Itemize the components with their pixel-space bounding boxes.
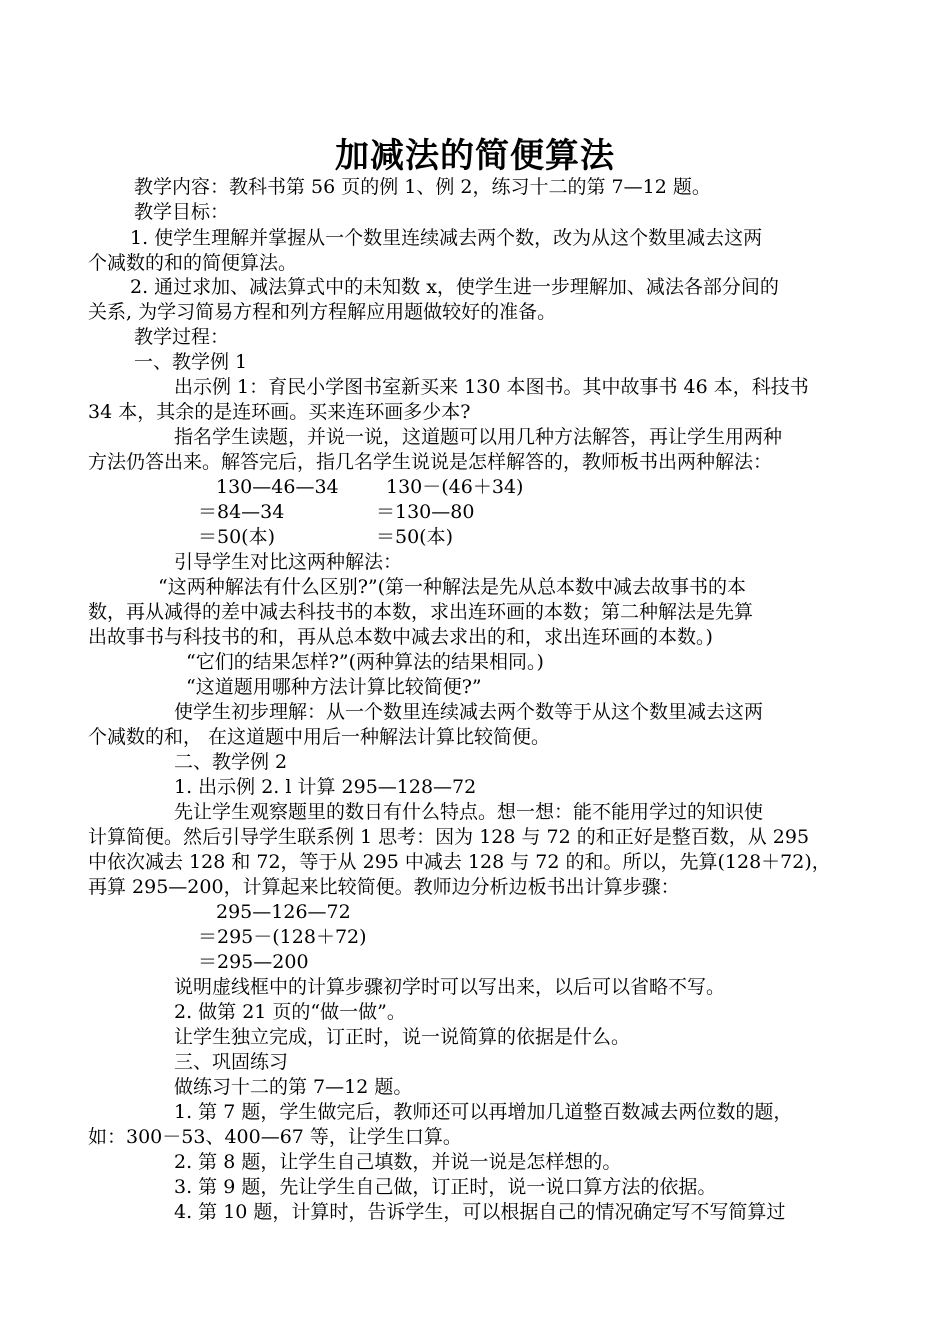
section-heading: 三、巩固练习 — [174, 1051, 289, 1073]
text-line: 如：300－53、400—67 等，让学生口算。 — [88, 1126, 462, 1148]
text-line: 方法仍答出来。解答完后，指几名学生说说是怎样解答的，教师板书出两种解法： — [88, 451, 773, 473]
text-line: 个减数的和， 在这道题中用后一种解法计算比较简便。 — [88, 726, 551, 748]
equation: 295—126—72 — [216, 901, 351, 923]
text-line: 1. 出示例 2. l 计算 295—128—72 — [174, 776, 477, 798]
text-line: 指名学生读题，并说一说，这道题可以用几种方法解答，再让学生用两种 — [174, 426, 783, 448]
text-line: 2. 通过求加、减法算式中的未知数 x，使学生进一步理解加、减法各部分间的 — [130, 276, 779, 298]
text-line: 个减数的和的简便算法。 — [88, 252, 298, 274]
text-line: 4. 第 10 题，计算时，告诉学生，可以根据自己的情况确定写不写简算过 — [174, 1201, 786, 1223]
text-line: 数，再从减得的差中减去科技书的本数，求出连环画的本数；第二种解法是先算 — [88, 601, 754, 623]
text-line: 34 本，其余的是连环画。买来连环画多少本? — [88, 401, 471, 423]
text-line: 出故事书与科技书的和，再从总本数中减去求出的和，求出连环画的本数。) — [88, 626, 713, 648]
equation: ＝84—34 — [198, 501, 285, 523]
equation: ＝130—80 — [376, 501, 475, 523]
equation: ＝50(本) — [198, 526, 276, 548]
section-heading: 二、教学例 2 — [174, 751, 288, 773]
text-line: 再算 295—200，计算起来比较简便。教师边分析边板书出计算步骤： — [88, 876, 680, 898]
equation: 130—46—34 — [216, 476, 339, 498]
text-line: 2. 做第 21 页的“做一做”。 — [174, 1001, 406, 1023]
text-line: 出示例 1：育民小学图书室新买来 130 本图书。其中故事书 46 本，科技书 — [174, 376, 809, 398]
text-line: 教学内容：教科书第 56 页的例 1、例 2，练习十二的第 7—12 题。 — [134, 176, 711, 198]
text-line: 中依次减去 128 和 72，等于从 295 中减去 128 与 72 的和。所以，先算(128＋72)， — [88, 851, 831, 873]
text-line: “这道题用哪种方法计算比较简便?” — [186, 676, 482, 698]
text-line: 1. 使学生理解并掌握从一个数里连续减去两个数，改为从这个数里减去这两 — [130, 227, 763, 249]
text-line: 1. 第 7 题，学生做完后，教师还可以再增加几道整百数减去两位数的题， — [174, 1101, 793, 1123]
text-line: 2. 第 8 题，让学生自己填数，并说一说是怎样想的。 — [174, 1151, 622, 1173]
equation: ＝295—200 — [198, 951, 309, 973]
text-line: “它们的结果怎样?”(两种算法的结果相同。) — [186, 651, 544, 673]
equation: ＝50(本) — [376, 526, 454, 548]
text-line: 让学生独立完成，订正时，说一说简算的依据是什么。 — [174, 1026, 631, 1048]
text-line: 说明虚线框中的计算步骤初学时可以写出来，以后可以省略不写。 — [174, 976, 726, 998]
text-line: 做练习十二的第 7—12 题。 — [174, 1076, 413, 1098]
equation: 130－(46＋34) — [386, 476, 524, 498]
text-line: 3. 第 9 题，先让学生自己做，订正时，说一说口算方法的依据。 — [174, 1176, 717, 1198]
text-line: 教学目标： — [134, 201, 230, 223]
text-line: “这两种解法有什么区别?”(第一种解法是先从总本数中减去故事书的本 — [158, 576, 747, 598]
text-line: 使学生初步理解：从一个数里连续减去两个数等于从这个数里减去这两 — [174, 701, 764, 723]
text-line: 计算简便。然后引导学生联系例 1 思考：因为 128 与 72 的和正好是整百数，从 295 — [88, 826, 810, 848]
equation: ＝295－(128＋72) — [198, 926, 367, 948]
text-line: 关系, 为学习简易方程和列方程解应用题做较好的准备。 — [88, 301, 557, 323]
section-heading: 一、教学例 1 — [134, 351, 248, 373]
page-title: 加减法的简便算法 — [335, 136, 615, 176]
text-line: 引导学生对比这两种解法： — [174, 551, 403, 573]
text-line: 教学过程： — [134, 326, 230, 348]
text-line: 先让学生观察题里的数日有什么特点。想一想：能不能用学过的知识使 — [174, 801, 764, 823]
